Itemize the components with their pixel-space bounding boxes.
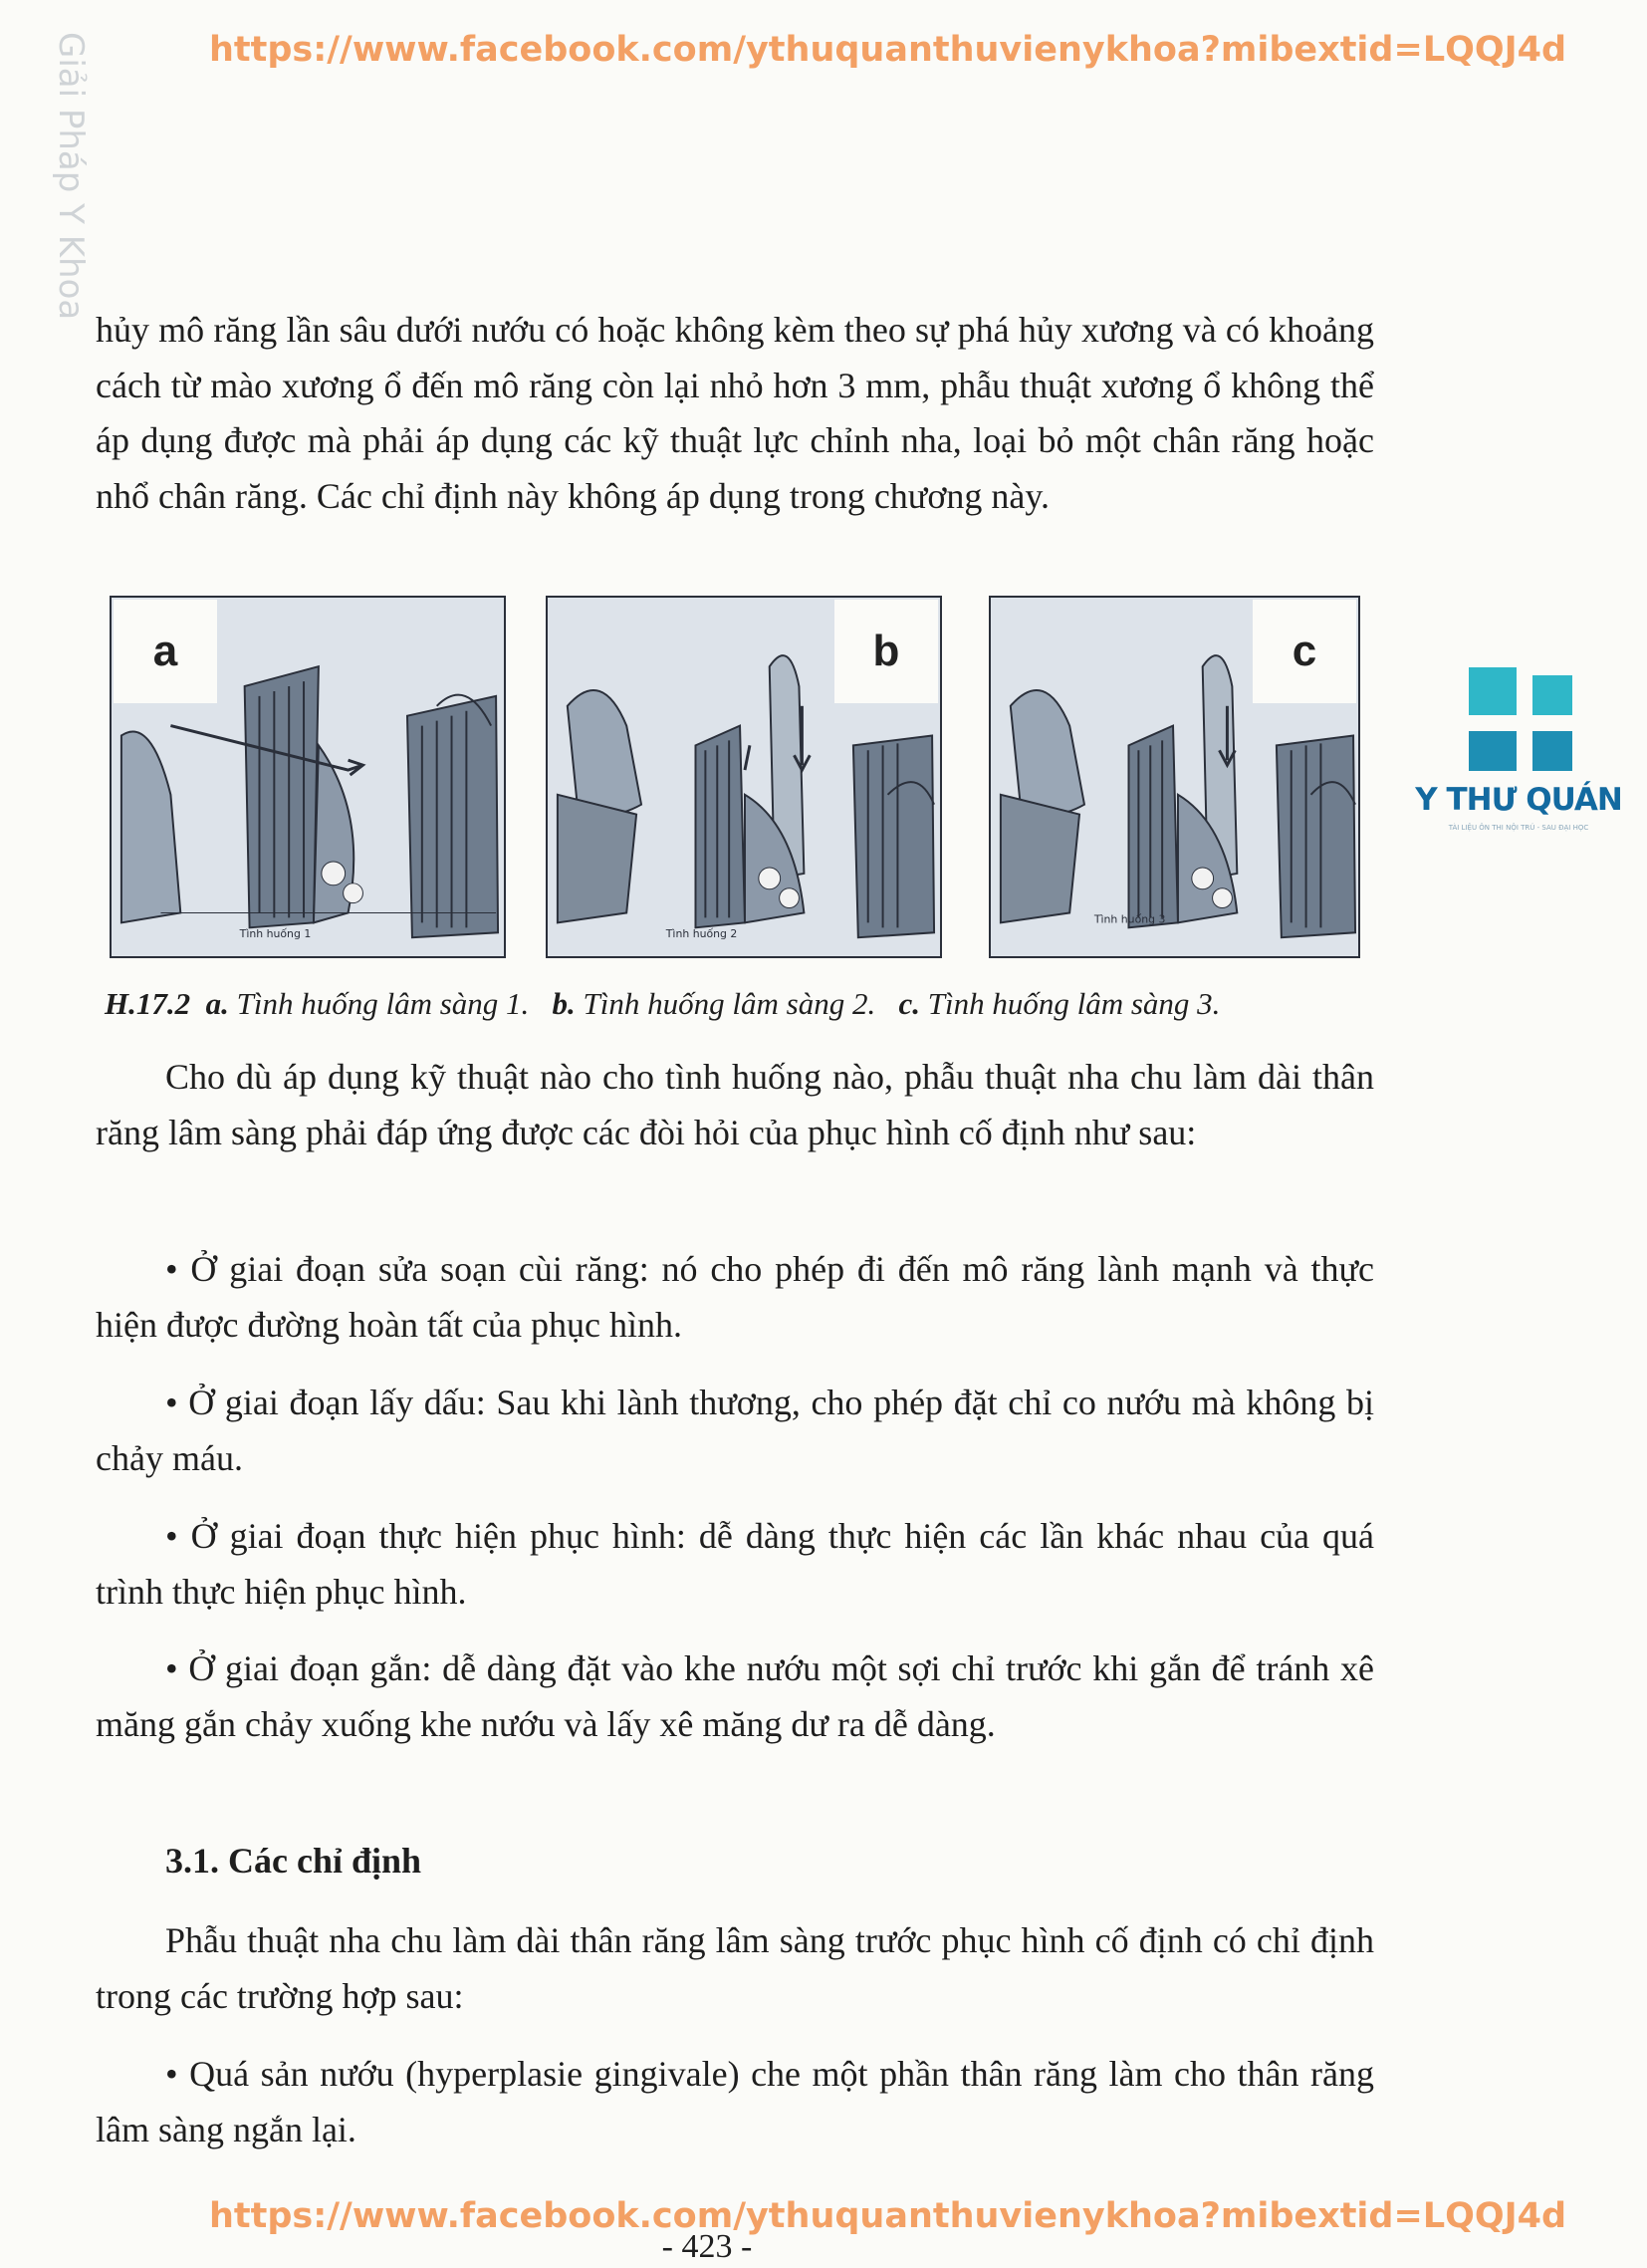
figure-c-letter: c bbox=[1253, 600, 1356, 703]
section-heading bbox=[96, 1834, 1374, 1890]
caption-a-text: Tình huống lâm sàng 1. bbox=[236, 986, 530, 1021]
paragraph-text: Cho dù áp dụng kỹ thuật nào cho tình huống nào, phẫu thuật nha chu làm dài thân răng lâm sàng phải đáp ứng được các đòi hỏi của phục hình cố định như sau: bbox=[96, 1057, 1374, 1152]
bullet-text: • Ở giai đoạn gắn: dễ dàng đặt vào khe nướu một sợi chỉ trước khi gắn để tránh xê măng gắn chảy xuống khe nướu và lấy xê măng dư ra dễ dàng. bbox=[96, 1648, 1374, 1744]
paragraph-indications bbox=[96, 1913, 1374, 2024]
caption-b-letter: b. bbox=[552, 986, 576, 1021]
figure-c-inner-label: Tình huống 3 bbox=[1093, 912, 1166, 926]
page-number: - 423 - bbox=[661, 2228, 753, 2265]
figure-a-letter: a bbox=[114, 600, 217, 703]
paragraph-intro bbox=[96, 303, 1374, 524]
figure-b-inner-label: Tình huống 2 bbox=[665, 927, 738, 941]
caption-figure-id: H.17.2 bbox=[105, 986, 191, 1021]
figure-b-letter: b bbox=[834, 600, 938, 703]
ythuquan-logo bbox=[1404, 623, 1633, 867]
medical-cross-icon bbox=[1469, 667, 1580, 779]
side-watermark bbox=[8, 22, 93, 341]
caption-a-letter: a. bbox=[205, 986, 229, 1021]
logo-tagline: TÀI LIỆU ÔN THI NỘI TRÚ - SAU ĐẠI HỌC bbox=[1448, 824, 1589, 832]
bullet-text: • Ở giai đoạn sửa soạn cùi răng: nó cho phép đi đến mô răng lành mạnh và thực hiện được đường hoàn tất của phục hình. bbox=[96, 1249, 1374, 1345]
caption-b-text: Tình huống lâm sàng 2. bbox=[583, 986, 876, 1021]
paragraph-text: hủy mô răng lần sâu dưới nướu có hoặc không kèm theo sự phá hủy xương và có khoảng cách từ mào xương ổ đến mô răng còn lại nhỏ hơn 3 mm, phẫu thuật xương ổ không thể áp dụng được mà phải áp dụng các kỹ thuật lực chỉnh nha, loại bỏ một chân răng hoặc nhổ chân răng. Các chỉ định này không áp dụng trong chương này. bbox=[96, 310, 1374, 516]
watermark-url-top[interactable]: https://www.facebook.com/ythuquanthuvienykhoa?mibextid=LQQJ4d bbox=[209, 30, 1567, 70]
figure-a-inner-label: Tình huống 1 bbox=[239, 927, 312, 941]
section-heading-text: 3.1. Các chỉ định bbox=[165, 1841, 422, 1881]
bullet-item bbox=[96, 1376, 1374, 1486]
figure-b bbox=[546, 596, 942, 958]
bullet-item bbox=[96, 2047, 1374, 2157]
side-watermark-text: Giải Pháp Y Khoa bbox=[51, 32, 91, 321]
figure-c bbox=[989, 596, 1360, 958]
paragraph-requirements bbox=[96, 1050, 1374, 1160]
figure-caption bbox=[105, 986, 1379, 1022]
caption-c-text: Tình huống lâm sàng 3. bbox=[927, 986, 1221, 1021]
paragraph-text: Phẫu thuật nha chu làm dài thân răng lâm sàng trước phục hình cố định có chỉ định trong các trường hợp sau: bbox=[96, 1920, 1374, 2016]
bullet-item bbox=[96, 1509, 1374, 1620]
bullet-text: • Ở giai đoạn lấy dấu: Sau khi lành thương, cho phép đặt chỉ co nướu mà không bị chảy máu. bbox=[96, 1383, 1374, 1478]
bullet-text: • Quá sản nướu (hyperplasie gingivale) che một phần thân răng làm cho thân răng lâm sàng ngắn lại. bbox=[96, 2054, 1374, 2149]
bullet-text: • Ở giai đoạn thực hiện phục hình: dễ dàng thực hiện các lần khác nhau của quá trình thực hiện phục hình. bbox=[96, 1516, 1374, 1612]
figure-a bbox=[110, 596, 506, 958]
logo-name: Y THƯ QUÁN bbox=[1415, 782, 1622, 818]
bullet-item bbox=[96, 1641, 1374, 1752]
watermark-url-bottom[interactable]: https://www.facebook.com/ythuquanthuvienykhoa?mibextid=LQQJ4d bbox=[209, 2196, 1567, 2236]
caption-c-letter: c. bbox=[898, 986, 920, 1021]
bullet-item bbox=[96, 1242, 1374, 1353]
